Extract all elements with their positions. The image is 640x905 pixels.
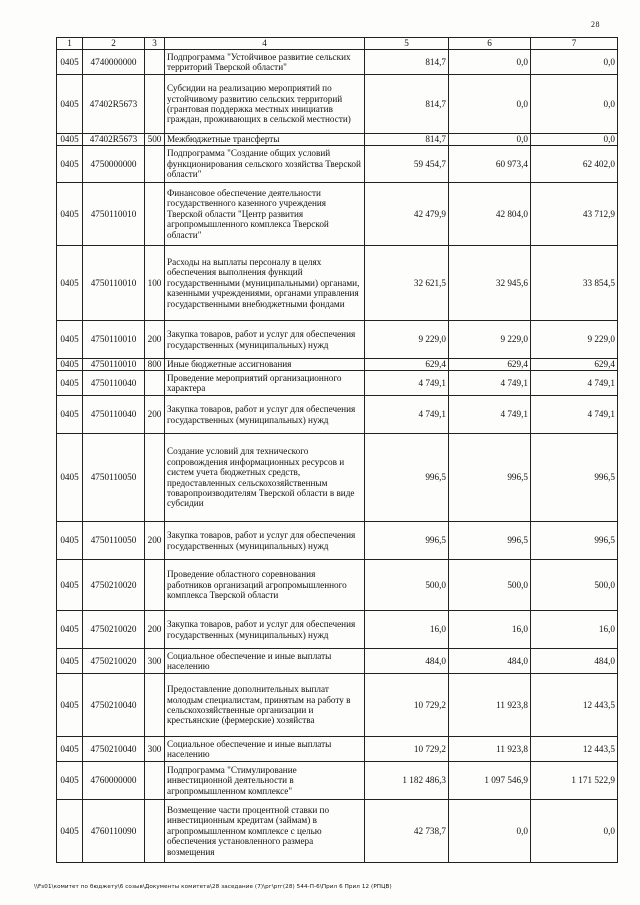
table-row	[57, 396, 618, 434]
amount-year3-cell: 1 171 522,9	[531, 762, 618, 800]
amount-year2-cell: 4 749,1	[449, 371, 531, 396]
table-row	[57, 359, 618, 371]
amount-year3-cell: 4 749,1	[531, 396, 618, 434]
section-code-cell: 0405	[57, 134, 83, 146]
description-cell: Закупка товаров, работ и услуг для обеспечения государственных (муниципальных) нужд	[165, 522, 365, 560]
section-code-cell: 0405	[57, 359, 83, 371]
amount-year1-cell: 814,7	[365, 50, 449, 75]
expense-type-cell: 200	[145, 522, 165, 560]
amount-year2-cell: 0,0	[449, 134, 531, 146]
amount-year2-cell: 500,0	[449, 560, 531, 611]
description-cell: Подпрограмма "Создание общих условий функционирования сельского хозяйства Тверской области"	[165, 146, 365, 183]
amount-year1-cell: 996,5	[365, 434, 449, 522]
column-header-5: 5	[365, 38, 449, 50]
table-row	[57, 75, 618, 134]
expense-type-cell	[145, 674, 165, 737]
table-row	[57, 434, 618, 522]
amount-year3-cell: 62 402,0	[531, 146, 618, 183]
amount-year1-cell: 484,0	[365, 649, 449, 674]
amount-year2-cell: 996,5	[449, 434, 531, 522]
description-cell: Межбюджетные трансферты	[165, 134, 365, 146]
amount-year2-cell: 42 804,0	[449, 183, 531, 246]
amount-year1-cell: 42 479,9	[365, 183, 449, 246]
section-code-cell: 0405	[57, 800, 83, 863]
target-article-cell: 47402R5673	[83, 134, 145, 146]
amount-year3-cell: 12 443,5	[531, 674, 618, 737]
expense-type-cell	[145, 762, 165, 800]
section-code-cell: 0405	[57, 246, 83, 321]
section-code-cell: 0405	[57, 146, 83, 183]
amount-year2-cell: 11 923,8	[449, 674, 531, 737]
amount-year1-cell: 10 729,2	[365, 737, 449, 762]
column-header-1: 1	[57, 38, 83, 50]
table-row	[57, 737, 618, 762]
amount-year3-cell: 9 229,0	[531, 321, 618, 359]
target-article-cell: 4750210040	[83, 674, 145, 737]
target-article-cell: 4750000000	[83, 146, 145, 183]
expense-type-cell	[145, 434, 165, 522]
section-code-cell: 0405	[57, 75, 83, 134]
table-row	[57, 146, 618, 183]
amount-year2-cell: 4 749,1	[449, 396, 531, 434]
target-article-cell: 4750110050	[83, 522, 145, 560]
description-cell: Возмещение части процентной ставки по инвестиционным кредитам (займам) в агропромышленном комплексе с целью обеспечения установленного размера возмещения	[165, 800, 365, 863]
amount-year1-cell: 500,0	[365, 560, 449, 611]
expense-type-cell	[145, 50, 165, 75]
table-body	[57, 50, 618, 863]
expense-type-cell	[145, 371, 165, 396]
amount-year1-cell: 4 749,1	[365, 396, 449, 434]
target-article-cell: 4750110010	[83, 321, 145, 359]
target-article-cell: 4750210040	[83, 737, 145, 762]
target-article-cell: 4750110010	[83, 359, 145, 371]
section-code-cell: 0405	[57, 522, 83, 560]
section-code-cell: 0405	[57, 434, 83, 522]
table-row	[57, 762, 618, 800]
amount-year1-cell: 4 749,1	[365, 371, 449, 396]
expense-type-cell: 100	[145, 246, 165, 321]
description-cell: Закупка товаров, работ и услуг для обеспечения государственных (муниципальных) нужд	[165, 611, 365, 649]
table-row	[57, 246, 618, 321]
description-cell: Иные бюджетные ассигнования	[165, 359, 365, 371]
table-row	[57, 522, 618, 560]
amount-year3-cell: 0,0	[531, 134, 618, 146]
amount-year2-cell: 0,0	[449, 800, 531, 863]
amount-year3-cell: 484,0	[531, 649, 618, 674]
amount-year3-cell: 33 854,5	[531, 246, 618, 321]
amount-year3-cell: 0,0	[531, 50, 618, 75]
section-code-cell: 0405	[57, 762, 83, 800]
target-article-cell: 4750110040	[83, 371, 145, 396]
page-number: 28	[591, 20, 600, 29]
description-cell: Подпрограмма "Стимулирование инвестиционной деятельности в агропромышленном комплексе"	[165, 762, 365, 800]
table-row	[57, 371, 618, 396]
table-row	[57, 611, 618, 649]
section-code-cell: 0405	[57, 674, 83, 737]
table-row	[57, 50, 618, 75]
column-header-6: 6	[449, 38, 531, 50]
amount-year1-cell: 10 729,2	[365, 674, 449, 737]
amount-year2-cell: 0,0	[449, 50, 531, 75]
expense-type-cell: 200	[145, 611, 165, 649]
amount-year3-cell: 12 443,5	[531, 737, 618, 762]
column-header-4: 4	[165, 38, 365, 50]
description-cell: Субсидии на реализацию мероприятий по устойчивому развитию сельских территорий (грантовая поддержка местных инициатив граждан, проживающих в сельской местности)	[165, 75, 365, 134]
section-code-cell: 0405	[57, 611, 83, 649]
expense-type-cell: 300	[145, 649, 165, 674]
amount-year1-cell: 16,0	[365, 611, 449, 649]
amount-year1-cell: 1 182 486,3	[365, 762, 449, 800]
amount-year2-cell: 0,0	[449, 75, 531, 134]
amount-year2-cell: 60 973,4	[449, 146, 531, 183]
amount-year1-cell: 629,4	[365, 359, 449, 371]
section-code-cell: 0405	[57, 371, 83, 396]
description-cell: Создание условий для технического сопровождения информационных ресурсов и систем учета бюджетных средств, предоставленных сельскохозяйственным товаропроизводителям Тверской области в виде субсидии	[165, 434, 365, 522]
column-header-2: 2	[83, 38, 145, 50]
amount-year3-cell: 43 712,9	[531, 183, 618, 246]
target-article-cell: 4750210020	[83, 560, 145, 611]
amount-year3-cell: 0,0	[531, 75, 618, 134]
amount-year3-cell: 4 749,1	[531, 371, 618, 396]
description-cell: Проведение областного соревнования работников организаций агропромышленного комплекса Тверской области	[165, 560, 365, 611]
table-row	[57, 183, 618, 246]
description-cell: Закупка товаров, работ и услуг для обеспечения государственных (муниципальных) нужд	[165, 321, 365, 359]
target-article-cell: 47402R5673	[83, 75, 145, 134]
amount-year3-cell: 16,0	[531, 611, 618, 649]
column-header-7: 7	[531, 38, 618, 50]
expense-type-cell	[145, 183, 165, 246]
expense-type-cell	[145, 560, 165, 611]
description-cell: Закупка товаров, работ и услуг для обеспечения государственных (муниципальных) нужд	[165, 396, 365, 434]
expense-type-cell: 200	[145, 321, 165, 359]
target-article-cell: 4760000000	[83, 762, 145, 800]
table-row	[57, 560, 618, 611]
expense-type-cell: 200	[145, 396, 165, 434]
amount-year2-cell: 1 097 546,9	[449, 762, 531, 800]
amount-year1-cell: 59 454,7	[365, 146, 449, 183]
section-code-cell: 0405	[57, 183, 83, 246]
section-code-cell: 0405	[57, 50, 83, 75]
description-cell: Предоставление дополнительных выплат молодым специалистам, принятым на работу в сельскохозяйственные организации и крестьянские (фермерские) хозяйства	[165, 674, 365, 737]
expense-type-cell	[145, 75, 165, 134]
description-cell: Расходы на выплаты персоналу в целях обеспечения выполнения функций государственными (муниципальными) органами, казенными учреждениями, органами управления государственными внебюджетными фондами	[165, 246, 365, 321]
target-article-cell: 4750210020	[83, 611, 145, 649]
amount-year1-cell: 814,7	[365, 134, 449, 146]
target-article-cell: 4740000000	[83, 50, 145, 75]
target-article-cell: 4750110050	[83, 434, 145, 522]
expense-type-cell: 800	[145, 359, 165, 371]
amount-year1-cell: 996,5	[365, 522, 449, 560]
amount-year2-cell: 32 945,6	[449, 246, 531, 321]
amount-year2-cell: 629,4	[449, 359, 531, 371]
expense-type-cell	[145, 146, 165, 183]
amount-year1-cell: 32 621,5	[365, 246, 449, 321]
column-header-3: 3	[145, 38, 165, 50]
table-row	[57, 674, 618, 737]
amount-year3-cell: 996,5	[531, 434, 618, 522]
table-row	[57, 649, 618, 674]
amount-year2-cell: 9 229,0	[449, 321, 531, 359]
amount-year1-cell: 814,7	[365, 75, 449, 134]
expense-type-cell: 500	[145, 134, 165, 146]
section-code-cell: 0405	[57, 321, 83, 359]
budget-table	[56, 37, 618, 863]
target-article-cell: 4750210020	[83, 649, 145, 674]
amount-year3-cell: 500,0	[531, 560, 618, 611]
section-code-cell: 0405	[57, 396, 83, 434]
target-article-cell: 4760110090	[83, 800, 145, 863]
amount-year3-cell: 996,5	[531, 522, 618, 560]
amount-year2-cell: 16,0	[449, 611, 531, 649]
amount-year1-cell: 9 229,0	[365, 321, 449, 359]
description-cell: Проведение мероприятий организационного характера	[165, 371, 365, 396]
description-cell: Социальное обеспечение и иные выплаты населению	[165, 649, 365, 674]
expense-type-cell: 300	[145, 737, 165, 762]
table-header-row	[57, 38, 618, 50]
section-code-cell: 0405	[57, 560, 83, 611]
amount-year2-cell: 484,0	[449, 649, 531, 674]
table-row	[57, 800, 618, 863]
amount-year3-cell: 629,4	[531, 359, 618, 371]
description-cell: Социальное обеспечение и иные выплаты населению	[165, 737, 365, 762]
target-article-cell: 4750110010	[83, 183, 145, 246]
amount-year2-cell: 11 923,8	[449, 737, 531, 762]
amount-year2-cell: 996,5	[449, 522, 531, 560]
table-row	[57, 321, 618, 359]
expense-type-cell	[145, 800, 165, 863]
target-article-cell: 4750110040	[83, 396, 145, 434]
description-cell: Финансовое обеспечение деятельности государственного казенного учреждения Тверской области "Центр развития агропромышленного комплекса Тверской области"	[165, 183, 365, 246]
file-path-footer: \\Fs01\комитет по бюджету\6 созыв\Документы комитета\28 заседание (7)\рг\prг(28) 544-П-6\Прил 6 Прил 12 (РПЦВ)	[34, 884, 392, 890]
description-cell: Подпрограмма "Устойчивое развитие сельских территорий Тверской области"	[165, 50, 365, 75]
amount-year1-cell: 42 738,7	[365, 800, 449, 863]
section-code-cell: 0405	[57, 649, 83, 674]
table-row	[57, 134, 618, 146]
section-code-cell: 0405	[57, 737, 83, 762]
amount-year3-cell: 0,0	[531, 800, 618, 863]
target-article-cell: 4750110010	[83, 246, 145, 321]
